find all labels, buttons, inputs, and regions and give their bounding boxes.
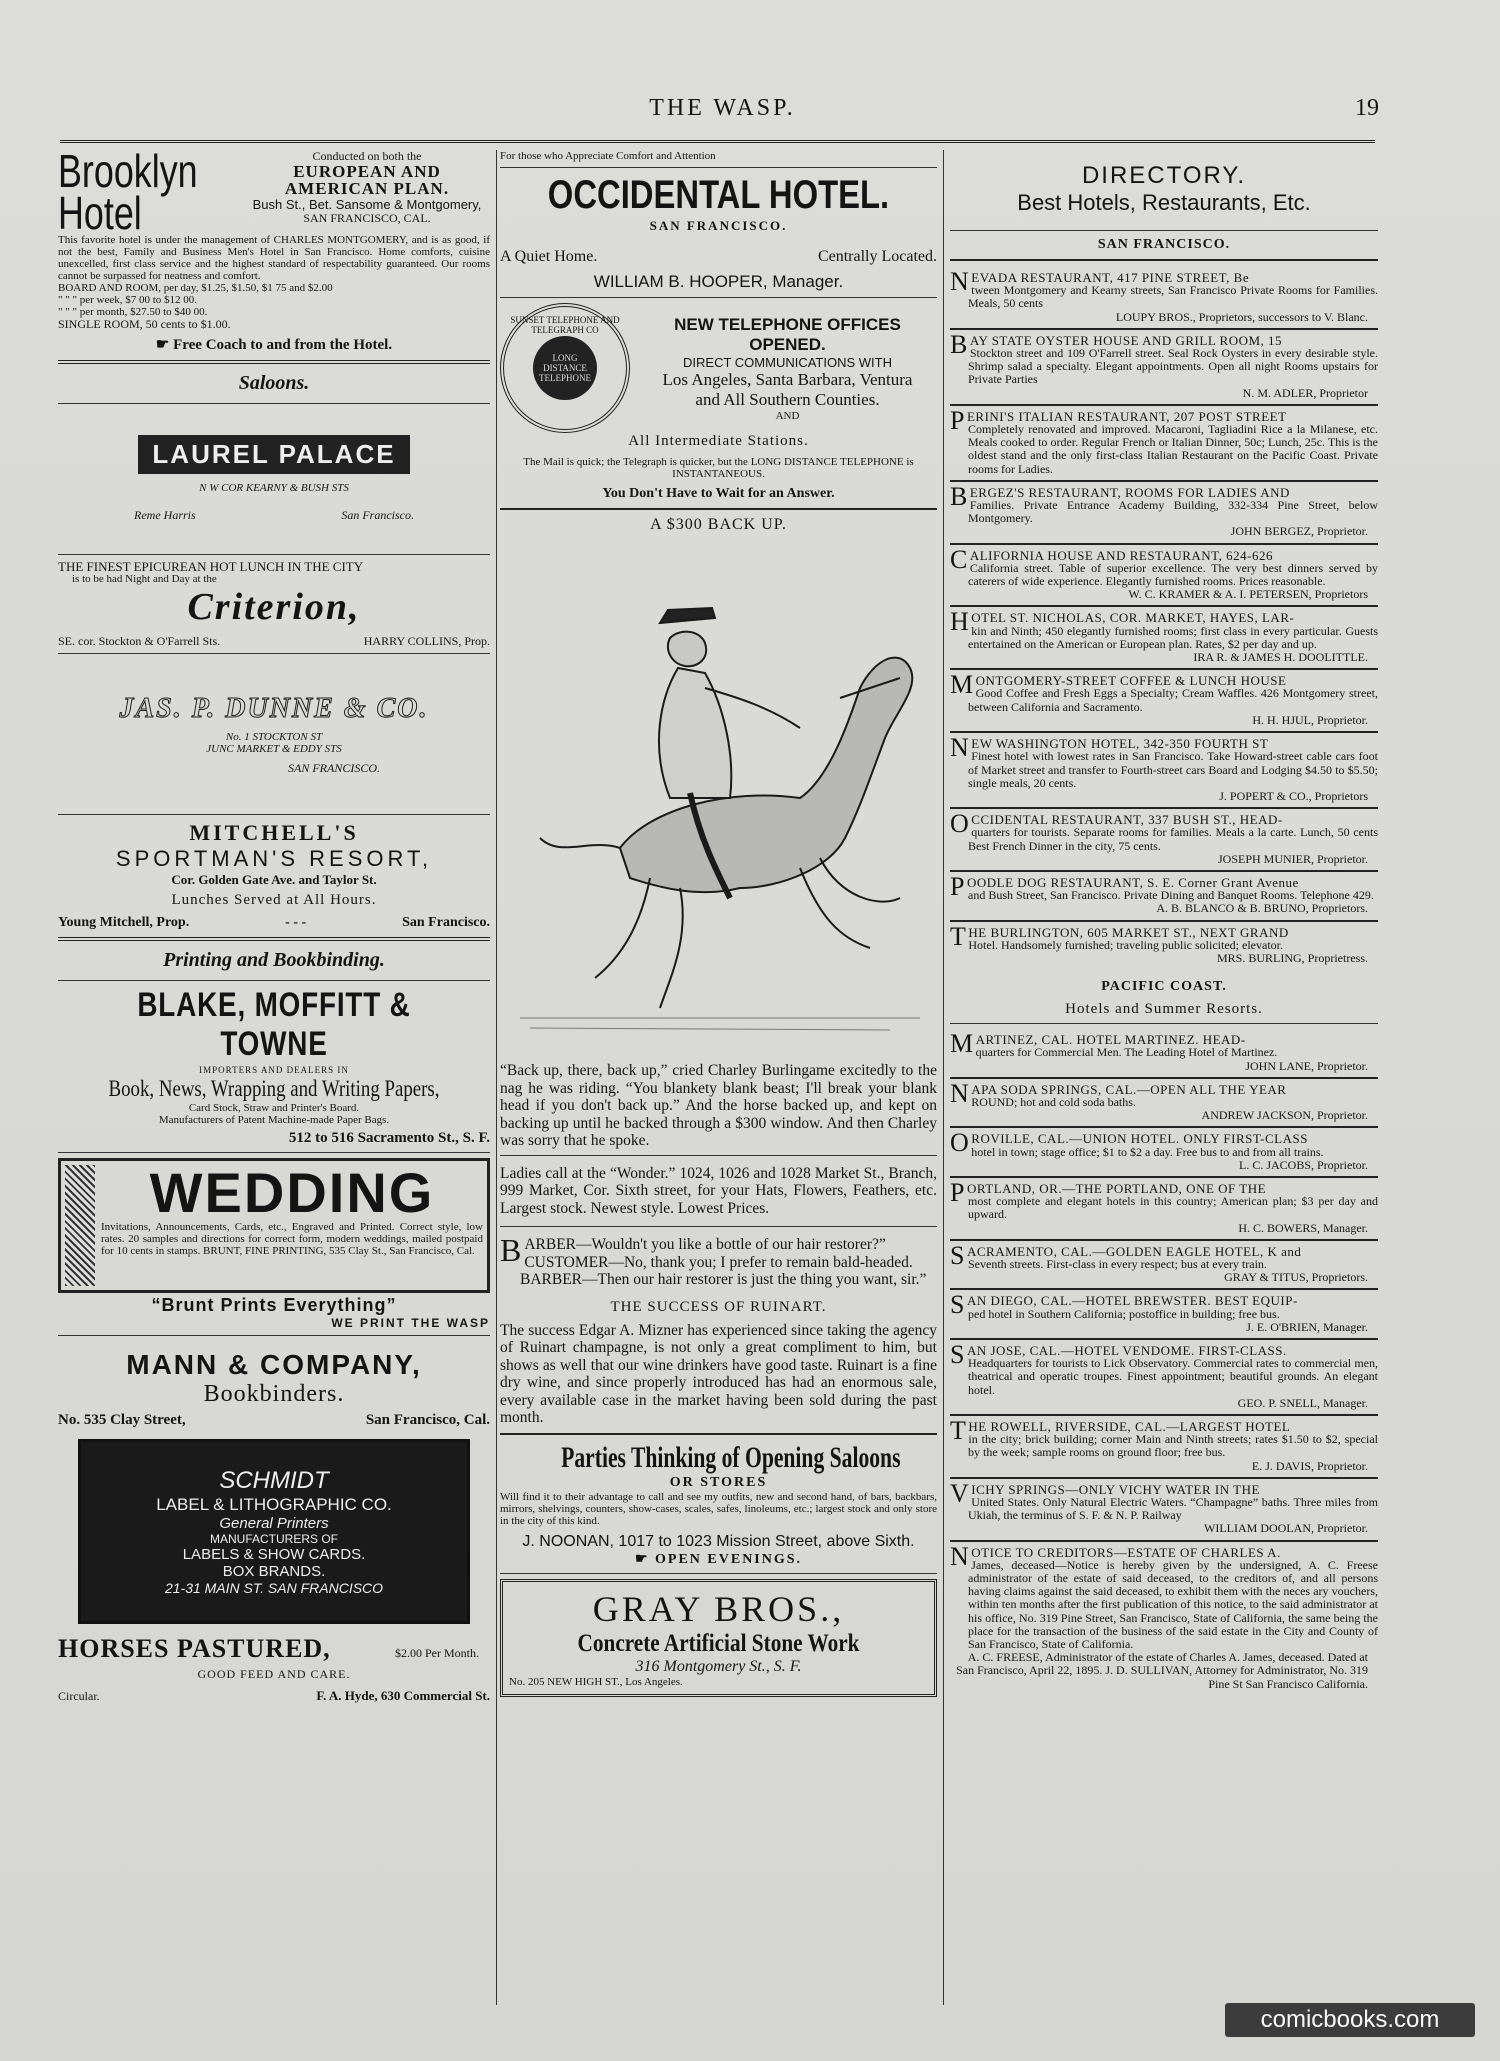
- divider: [58, 360, 490, 364]
- divider: [58, 554, 490, 555]
- middle-column: For those who Appreciate Comfort and Attention OCCIDENTAL HOTEL. SAN FRANCISCO. A Quiet Home. Centrally Located. WILLIAM B. HOOPER, Manager. SUNSET TELEPHONE AND TELEGRAPH CO LONG DISTANCE TELEPHONE NEW TELEPHONE OFFICES OPENED. DIRECT COMMUNICATIONS WITH Los Angeles, Santa Barbara, Ventura and All Southern Counties. AND All Intermediate Stations. The Mail is quick; the Telegraph is quicker, but the LONG DISTANCE TELEPHONE is INSTANTANEOUS. You Don't Have to Wait for an Answer. A $300 BACK UP. “Back up, there, back up,” cried Charley Burlingame excitedly to the nag he was riding. “You blankety blank beast; I'll break your blank head if you don't back up.” And the horse backed up, and kept on backing up until he backed through a $300 window. And then Charley was sorry that he spoke. Ladies call at the “Wonder.” 1024, 1026 and 1028 Market St., Branch, 999 Market, Cor. Sixth street, for your Hats, Flowers, Feathers, etc. Largest stock. Newest style. Lowest Prices. BARBER—Wouldn't you like a bottle of our hair restorer?” CUSTOMER—No, thank you; I prefer to remain bald-headed. BARBER—Then our hair restorer is just the thing you want, sir.” THE SUCCESS OF RUINART. The success Edgar A. Mizner has experienced since taking the agency of Ruinart champagne, is not only a great compliment to him, but shows as well that our wine drinkers have good taste. Ruinart is a fine dry wine, and since properly introduced has had an enormous sale, every available case in the market having been sold during the past month. Parties Thinking of Opening Saloons OR STORES Will find it to their advantage to call and see my outfits, new and second hand, of bars, backbars, mirrors, shelvings, counters, show-cases, scales, safes, linoleums, etc.; largest stock and only store in the city of this kind. J. NOONAN, 1017 to 1023 Mission Street, above Sixth. ☛ OPEN EVENINGS. GRAY BROS., Concrete Artificial Stone Work 316 Montgomery St., S. F. No. 205 NEW HIGH ST., Los Angeles.: [500, 150, 937, 1697]
- entry-heading: NAPA SODA SPRINGS, CAL.—OPEN ALL THE YEAR: [950, 1078, 1287, 1108]
- wedding-ad: WEDDING Invitations, Announcements, Cards, etc., Engraved and Printed. Correct style, low rates. 20 samples and directions for correct form, modern weddings, mailed postpaid for 10 cents in stamps. BRUNT, FINE PRINTING, 535 Clay St., San Francisco, Cal.: [58, 1158, 490, 1293]
- entry-proprietor: GRAY & TITUS, Proprietors.: [1224, 1270, 1368, 1285]
- directory-entry: [950, 1416, 1378, 1479]
- directory-entry: [950, 872, 1378, 922]
- ornament-border: [65, 1165, 95, 1286]
- entry-proprietor: WILLIAM DOOLAN, Proprietor.: [1204, 1521, 1368, 1536]
- divider: [58, 937, 490, 941]
- entry-body: Headquarters for tourists to Lick Observatory. Commercial rates to commercial men, theatrical and operatic troupes. Finest appointment; beautiful grounds. An elegant hotel.: [968, 1356, 1378, 1397]
- entry-proprietor: H. H. HJUL, Proprietor.: [1252, 712, 1368, 727]
- entry-proprietor: L. C. JACOBS, Proprietor.: [1238, 1157, 1368, 1172]
- entry-body: ROUND; hot and cold soda baths.: [971, 1094, 1136, 1109]
- brooklyn-hotel-ad: [58, 145, 490, 239]
- brooklyn-rate: " " " per week, $7 00 to $12 00.: [58, 294, 198, 306]
- entry-body: most complete and elegant hotels in this country; American plan; $3 per day and upward.: [968, 1194, 1378, 1222]
- directory-entry: [950, 1241, 1378, 1291]
- directory-title: DIRECTORY.: [1081, 162, 1247, 189]
- entry-body: Finest hotel with lowest rates in San Francisco. Take Howard-street cable cars foot of Market street and transfer to Fourth-street cars Board and Lodging $4.50 to $5.50; single meals, 20 cents.: [968, 749, 1378, 790]
- directory-entry: [950, 1290, 1378, 1340]
- entry-heading: PERINI'S ITALIAN RESTAURANT, 207 POST STREET: [950, 405, 1287, 435]
- san-francisco-heading: SAN FRANCISCO.: [1097, 237, 1231, 252]
- printing-heading: Printing and Bookbinding.: [163, 949, 385, 971]
- entry-proprietor: IRA R. & JAMES H. DOOLITTLE.: [1193, 650, 1368, 665]
- directory-entry: [950, 922, 1378, 970]
- entry-proprietor: W. C. KRAMER & A. I. PETERSEN, Proprietors: [1128, 587, 1368, 602]
- directory-entry: [950, 1542, 1378, 1695]
- entry-heading: PORTLAND, OR.—THE PORTLAND, ONE OF THE: [950, 1177, 1267, 1207]
- back-up-title: A $300 BACK UP.: [650, 516, 787, 533]
- entry-proprietor: JOHN LANE, Proprietor.: [1245, 1058, 1368, 1073]
- left-column: [58, 145, 490, 1703]
- laurel-palace-logo: LAUREL PALACE: [138, 435, 409, 474]
- entry-body: hotel in town; stage office; $1 to $2 a day. Free bus to and from all trains.: [971, 1144, 1324, 1159]
- laurel-signature: Reme Harris: [134, 508, 196, 522]
- brooklyn-hotel-name: Brooklyn Hotel: [58, 145, 198, 239]
- directory-entry: [950, 1128, 1378, 1178]
- directory-entry: [950, 607, 1378, 670]
- entry-heading: SAN DIEGO, CAL.—HOTEL BREWSTER. BEST EQUIP-: [950, 1290, 1298, 1320]
- occidental-hotel-ad: OCCIDENTAL HOTEL. SAN FRANCISCO. A Quiet Home. Centrally Located. WILLIAM B. HOOPER, Manager.: [500, 173, 937, 291]
- directory-entry: [950, 1178, 1378, 1241]
- directory-entry: [950, 406, 1378, 482]
- entry-heading: THE ROWELL, RIVERSIDE, CAL.—LARGEST HOTEL: [950, 1416, 1291, 1446]
- telephone-company-seal: SUNSET TELEPHONE AND TELEGRAPH CO LONG DISTANCE TELEPHONE: [500, 303, 630, 433]
- brooklyn-body: This favorite hotel is under the management of CHARLES MONTGOMERY, and is as good, if not the best, Family and Business Men's Hotel in San Francisco. Home comforts, cuisine unexcelled, first class service and the highest standard of respectability guaranteed. Our rooms cannot be surpassed for neatness and comfort.: [58, 234, 490, 282]
- entry-proprietor: A. B. BLANCO & B. BRUNO, Proprietors.: [1156, 901, 1368, 916]
- page-number: 19: [1355, 95, 1379, 121]
- divider: [58, 1335, 490, 1336]
- divider: [58, 653, 490, 654]
- entry-proprietor: A. C. FREESE, Administrator of the estate of Charles A. James, deceased. Dated at San Francisco, April 22, 1895. J. D. SULLIVAN, Attorney for Administrator, No. 319 Pine St San Francisco California.: [956, 1650, 1368, 1691]
- directory-entry: [950, 1029, 1378, 1079]
- entry-proprietor: J. POPERT & CO., Proprietors: [1219, 788, 1368, 803]
- divider: [500, 1433, 937, 1435]
- entry-body: Families. Private Entrance Academy Building, 332-334 Pine Street, below Montgomery.: [968, 498, 1378, 526]
- entry-body: Seventh streets. First-class in every respect; bus at every train.: [968, 1256, 1267, 1271]
- entry-heading: THE BURLINGTON, 605 MARKET ST., NEXT GRAND: [950, 921, 1289, 951]
- entry-heading: SAN JOSE, CAL.—HOTEL VENDOME. FIRST-CLASS.: [950, 1340, 1287, 1369]
- column-divider: [496, 150, 497, 2005]
- criterion-name: Criterion,: [187, 586, 361, 628]
- mitchell-ad: MITCHELL'S SPORTMAN'S RESORT, Cor. Golden Gate Ave. and Taylor St. Lunches Served at All Hours. Young Mitchell, Prop. - - - San Francisco.: [58, 820, 490, 930]
- schmidt-label-ad: SCHMIDT LABEL & LITHOGRAPHIC CO. General Printers MANUFACTURERS OF LABELS & SHOW CARDS. BOX BRANDS. 21-31 MAIN ST. SAN FRANCISCO: [78, 1439, 470, 1624]
- ruinart-title: THE SUCCESS OF RUINART.: [610, 1298, 827, 1315]
- entry-body: in the city; brick building; corner Main and Ninth streets; rates $1.50 to $2, special by the week; sample rooms on ground floor; free bus.: [968, 1432, 1378, 1460]
- pointing-hand-icon: ☛: [155, 337, 170, 353]
- horses-pastured-ad: HORSES PASTURED, $2.00 Per Month. GOOD FEED AND CARE. Circular. F. A. Hyde, 630 Commercial St.: [58, 1634, 490, 1703]
- entry-proprietor: ANDREW JACKSON, Proprietor.: [1201, 1108, 1368, 1123]
- right-column: [950, 150, 1378, 1695]
- entry-body: quarters for Commercial Men. The Leading Hotel of Martinez.: [975, 1045, 1278, 1060]
- directory-entry: [950, 733, 1378, 809]
- pacific-coast-listings: [950, 1029, 1378, 1695]
- mann-company-ad: MANN & COMPANY, Bookbinders. No. 535 Clay Street, San Francisco, Cal.: [58, 1349, 490, 1428]
- entry-proprietor: N. M. ADLER, Proprietor: [1242, 385, 1368, 400]
- directory-entry: [950, 330, 1378, 406]
- entry-body: Completely renovated and improved. Macaroni, Tagliadini Rice a la Milanese, etc. Meals cooked to order. Regular French or Italian Dinner, 50c; Lunch, 25c. This is the oldest stand and the only first-class Italian Restaurant on the Pacific Coast. Private rooms for Ladies.: [968, 422, 1378, 476]
- entry-heading: HOTEL ST. NICHOLAS, COR. MARKET, HAYES, LAR-: [950, 607, 1295, 637]
- directory-entry: [950, 1079, 1378, 1129]
- entry-body: quarters for tourists. Separate rooms for families. Meals a la carte. Lunch, 50 cents Best French Dinner in the city, 75 cents.: [968, 825, 1378, 853]
- entry-heading: OROVILLE, CAL.—UNION HOTEL. ONLY FIRST-CLASS: [950, 1128, 1308, 1158]
- dunne-logo: JAS. P. DUNNE & CO.: [119, 692, 429, 724]
- brooklyn-rate: " " " per month, $27.50 to $40 00.: [58, 306, 208, 318]
- entry-body: California street. Table of superior excellence. The very best dinners served by caterers of wide experience. Elegantly furnished rooms. Prices reasonable.: [968, 560, 1378, 589]
- brooklyn-single-room: SINGLE ROOM, 50 cents to $1.00.: [58, 317, 231, 331]
- brooklyn-plan: Conducted on both the EUROPEAN AND AMERICAN PLAN. Bush St., Bet. Sansome & Montgomery, SAN FRANCISCO, CAL.: [252, 149, 482, 225]
- entry-body: United States. Only Natural Electric Waters. “Champagne” baths. Three miles from Ukiah, the terminus of S. F. & N. P. Railway: [968, 1495, 1378, 1523]
- running-head: THE WASP.: [649, 95, 796, 121]
- brunt-slogan: “Brunt Prints Everything”: [151, 1295, 397, 1315]
- bell-icon: LONG DISTANCE TELEPHONE: [533, 336, 597, 400]
- entry-heading: CALIFORNIA HOUSE AND RESTAURANT, 624-626: [950, 544, 1273, 574]
- entry-body: and Bush Street, San Francisco. Private Dining and Banquet Rooms. Telephone 429.: [968, 888, 1374, 903]
- entry-body: Stockton street and 109 O'Farrell street. Seal Rock Oysters in every desirable style. Shrimp salad a specialty. Elegant appointments. Open all night Rooms upstairs for Private Parties: [968, 346, 1378, 387]
- free-coach: ☛ Free Coach to and from the Hotel.: [155, 337, 393, 353]
- divider: [58, 403, 490, 404]
- directory-entry: [950, 267, 1378, 330]
- divider: [500, 167, 937, 168]
- entry-body: ped hotel in Southern California; postoffice in building; free bus.: [968, 1306, 1280, 1321]
- horse-rider-drawing: [500, 538, 937, 1058]
- comfort-line: For those who Appreciate Comfort and Attention: [500, 150, 716, 162]
- noonan-saloon-ad: Parties Thinking of Opening Saloons OR STORES Will find it to their advantage to call and see my outfits, new and second hand, of bars, backbars, mirrors, shelvings, counters, show-cases, scales, safes, linoleums, etc.; largest stock and only store in the city of this kind. J. NOONAN, 1017 to 1023 Mission Street, above Sixth. ☛ OPEN EVENINGS.: [500, 1440, 937, 1567]
- saloons-heading: Saloons.: [238, 372, 310, 394]
- divider: [58, 980, 490, 981]
- divider: [500, 1573, 937, 1574]
- laurel-palace-ad: LAUREL PALACE N W COR KEARNY & BUSH STS Reme Harris San Francisco.: [58, 409, 490, 549]
- divider: [58, 814, 490, 815]
- directory-entry: [950, 545, 1378, 608]
- pacific-coast-subheading: Hotels and Summer Resorts.: [1065, 1001, 1263, 1018]
- brooklyn-rate: BOARD AND ROOM, per day, $1.25, $1.50, $1 75 and $2.00: [58, 282, 333, 294]
- horse-rider-illustration: [500, 538, 937, 1058]
- ruinart-story: The success Edgar A. Mizner has experienced since taking the agency of Ruinart champagne, is not only a great compliment to him, but shows as well that our wine drinkers have good taste. Ruinart is a fine dry wine, and since properly introduced has had an enormous sale, every available case in the market having been sold during the past month.: [500, 1321, 937, 1426]
- entry-heading: POODLE DOG RESTAURANT, S. E. Corner Grant Avenue: [950, 871, 1299, 901]
- directory-entry: [950, 670, 1378, 733]
- directory-entry: [950, 809, 1378, 872]
- header-rule: [60, 140, 1375, 143]
- back-up-story: “Back up, there, back up,” cried Charley Burlingame excitedly to the nag he was riding. “You blankety blank beast; I'll break your blank head if you don't back up.” And the horse backed up, and kept on backing up until he backed through a $300 window. And then Charley was sorry that he spoke.: [500, 1062, 937, 1149]
- entry-proprietor: E. J. DAVIS, Proprietor.: [1251, 1458, 1368, 1473]
- directory-entry: [950, 1479, 1378, 1542]
- entry-body: James, deceased—Notice is hereby given by the undersigned, A. C. Freese administrator of the estate of said deceased, to the creditors of, and all persons having claims against the said deceased, to exhibit them with the neces ary vouchers, within ten months after the first publication of this notice, to the said administrator at his office, No. 319 Pine Street, San Francisco, State of California, the same being the place for the transaction of the business of the said estate in the City and County of San Francisco, State of California.: [968, 1557, 1378, 1652]
- divider: [950, 259, 1378, 261]
- entry-proprietor: LOUPY BROS., Proprietors, successors to V. Blanc.: [1115, 309, 1368, 324]
- entry-proprietor: MRS. BURLING, Proprietress.: [1216, 950, 1368, 965]
- divider: [500, 1155, 937, 1156]
- entry-proprietor: GEO. P. SNELL, Manager.: [1237, 1395, 1368, 1410]
- entry-heading: NEW WASHINGTON HOTEL, 342-350 FOURTH ST: [950, 733, 1269, 763]
- entry-heading: SACRAMENTO, CAL.—GOLDEN EAGLE HOTEL, K and: [950, 1240, 1302, 1270]
- entry-body: tween Montgomery and Kearny streets, San Francisco Private Rooms for Families. Meals, 50 cents: [968, 283, 1378, 311]
- directory-entry: [950, 482, 1378, 545]
- entry-heading: BERGEZ'S RESTAURANT, ROOMS FOR LADIES AND: [950, 481, 1290, 511]
- entry-proprietor: H. C. BOWERS, Manager.: [1238, 1220, 1368, 1235]
- entry-heading: OCCIDENTAL RESTAURANT, 337 BUSH ST., HEAD-: [950, 809, 1283, 839]
- entry-heading: BAY STATE OYSTER HOUSE AND GRILL ROOM, 15: [950, 329, 1283, 359]
- divider: [58, 1152, 490, 1153]
- san-francisco-listings: [950, 267, 1378, 969]
- directory-entry: [950, 1340, 1378, 1416]
- telephone-ad: SUNSET TELEPHONE AND TELEGRAPH CO LONG DISTANCE TELEPHONE NEW TELEPHONE OFFICES OPENED. DIRECT COMMUNICATIONS WITH Los Angeles, Santa Barbara, Ventura and All Southern Counties. AND: [500, 303, 937, 433]
- entry-proprietor: JOHN BERGEZ, Proprietor.: [1230, 524, 1368, 539]
- wonder-ad: Ladies call at the “Wonder.” 1024, 1026 and 1028 Market St., Branch, 999 Market, Cor. Sixth street, for your Hats, Flowers, Feathers, etc. Largest stock. Newest style. Lowest Prices.: [500, 1164, 937, 1217]
- entry-heading: MARTINEZ, CAL. HOTEL MARTINEZ. HEAD-: [950, 1029, 1246, 1059]
- pacific-coast-heading: PACIFIC COAST.: [1101, 979, 1227, 995]
- entry-body: Hotel. Handsomely furnished; traveling public solicited; elevator.: [968, 937, 1283, 952]
- entry-proprietor: JOSEPH MUNIER, Proprietor.: [1217, 851, 1368, 866]
- column-divider: [943, 150, 944, 2005]
- wedding-title: WEDDING: [149, 1161, 435, 1224]
- blake-moffitt-ad: BLAKE, MOFFITT & TOWNE IMPORTERS AND DEALERS IN Book, News, Wrapping and Writing Papers, Card Stock, Straw and Printer's Board. Manufacturers of Patent Machine-made Paper Bags. 512 to 516 Sacramento St., S. F.: [108, 986, 490, 1146]
- divider: [500, 508, 937, 510]
- entry-heading: NOTICE TO CREDITORS—ESTATE OF CHARLES A.: [950, 1541, 1281, 1571]
- entry-heading: NEVADA RESTAURANT, 417 PINE STREET, Be: [950, 267, 1250, 296]
- divider: [950, 230, 1378, 231]
- entry-heading: MONTGOMERY-STREET COFFEE & LUNCH HOUSE: [950, 670, 1287, 700]
- divider: [500, 297, 937, 298]
- site-watermark: comicbooks.com: [1225, 2003, 1475, 2037]
- entry-heading: VICHY SPRINGS—ONLY VICHY WATER IN THE: [950, 1478, 1260, 1508]
- divider: [950, 1023, 1378, 1024]
- gray-bros-ad: GRAY BROS., Concrete Artificial Stone Work 316 Montgomery St., S. F. No. 205 NEW HIGH ST., Los Angeles.: [500, 1579, 937, 1697]
- criterion-ad: THE FINEST EPICUREAN HOT LUNCH IN THE CITY is to be had Night and Day at the Criterion, SE. cor. Stockton & O'Farrell Sts. HARRY COLLINS, Prop.: [58, 559, 490, 648]
- barber-joke: BARBER—Wouldn't you like a bottle of our hair restorer?” CUSTOMER—No, thank you; I prefer to remain bald-headed. BARBER—Then our hair restorer is just the thing you want, sir.”: [500, 1232, 927, 1288]
- entry-proprietor: J. E. O'BRIEN, Manager.: [1246, 1319, 1368, 1334]
- dunne-ad: JAS. P. DUNNE & CO. No. 1 STOCKTON ST JUNC MARKET & EDDY STS SAN FRANCISCO.: [119, 692, 429, 775]
- pointing-hand-icon: ☛: [634, 1551, 650, 1567]
- entry-body: kin and Ninth; 450 elegantly furnished rooms; first class in every particular. Guests entertained on the American or European plan. Rates, $2 per day and up.: [968, 623, 1378, 651]
- entry-body: Good Coffee and Fresh Eggs a Specialty; Cream Waffles. 426 Montgomery street, between California and Sacramento.: [968, 686, 1378, 714]
- we-print-wasp: WE PRINT THE WASP: [331, 1316, 490, 1330]
- divider: [500, 1226, 937, 1227]
- directory-subtitle: Best Hotels, Restaurants, Etc.: [1017, 190, 1311, 215]
